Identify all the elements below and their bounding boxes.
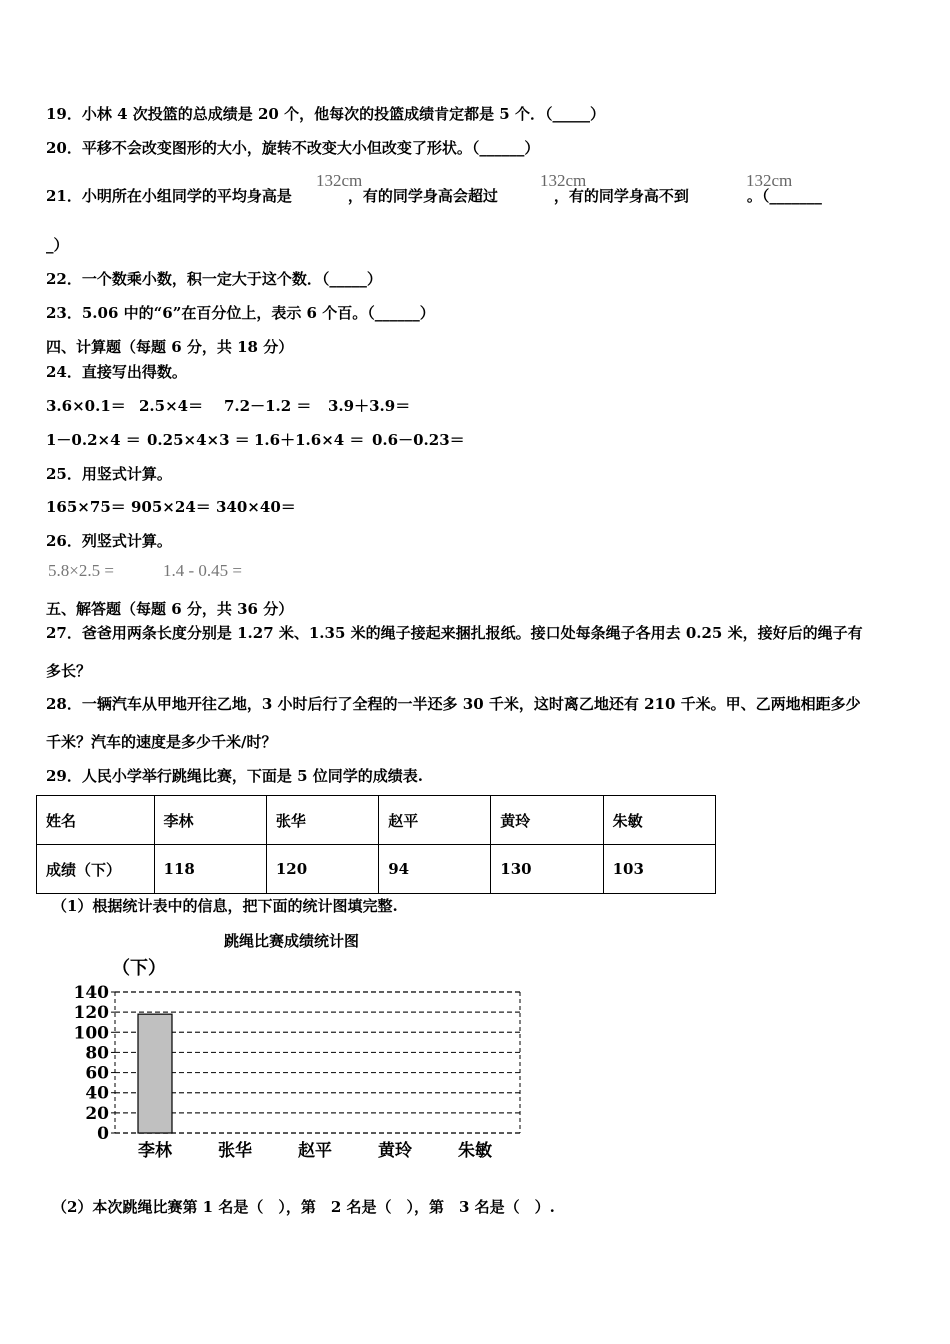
question-27-line2: 多长？ bbox=[46, 662, 92, 680]
calc-26-1: 5.8×2.5 = bbox=[48, 561, 114, 580]
y-tick-label: 80 bbox=[85, 1043, 109, 1064]
table-cell: 李林 bbox=[154, 796, 266, 845]
table-cell: 120 bbox=[266, 845, 378, 894]
y-tick-label: 40 bbox=[85, 1083, 109, 1104]
calc-24-7: 1.6＋1.6×4 ＝ bbox=[254, 431, 365, 449]
calc-25-3: 340×40＝ bbox=[216, 498, 296, 516]
x-tick-label: 朱敏 bbox=[458, 1141, 492, 1161]
question-29-intro: 29．人民小学举行跳绳比赛，下面是 5 位同学的成绩表. bbox=[46, 767, 423, 785]
table-header-row bbox=[37, 796, 716, 845]
table-cell: 成绩（下） bbox=[37, 845, 155, 894]
chart-y-label: （下） bbox=[112, 958, 166, 979]
question-19: 19．小林 4 次投篮的总成绩是 20 个，他每次的投篮成绩肯定都是 5 个．（_____） bbox=[46, 105, 605, 123]
score-table bbox=[36, 795, 716, 894]
table-cell: 94 bbox=[379, 845, 491, 894]
calc-24-6: 0.25×4×3 ＝ bbox=[147, 431, 250, 449]
table-cell: 赵平 bbox=[379, 796, 491, 845]
calc-25-2: 905×24＝ bbox=[131, 498, 211, 516]
y-tick-label: 20 bbox=[85, 1103, 109, 1124]
question-21-continuation: _） bbox=[46, 236, 69, 254]
table-cell: 130 bbox=[491, 845, 603, 894]
calc-24-5: 1－0.2×4 ＝ bbox=[46, 431, 141, 449]
y-tick-label: 120 bbox=[73, 1003, 109, 1024]
measure-3: 132cm bbox=[746, 171, 793, 190]
calc-24-1: 3.6×0.1＝ bbox=[46, 397, 126, 415]
measure-1: 132cm bbox=[316, 171, 363, 190]
table-cell: 118 bbox=[154, 845, 266, 894]
section-5-heading: 五、解答题（每题 6 分，共 36 分） bbox=[46, 600, 294, 618]
y-tick-label: 60 bbox=[85, 1063, 109, 1084]
q21-mid1: ，有的同学身高会超过 bbox=[347, 187, 498, 205]
measure-2: 132cm bbox=[540, 171, 587, 190]
question-28-line1: 28．一辆汽车从甲地开往乙地，3 小时后行了全程的一半还多 30 千米，这时离乙地还有 210 千米。甲、乙两地相距多少 bbox=[46, 695, 861, 713]
calc-26-2: 1.4 - 0.45 = bbox=[163, 561, 242, 580]
calc-24-4: 3.9＋3.9＝ bbox=[328, 397, 411, 415]
x-tick-label: 赵平 bbox=[298, 1141, 332, 1161]
question-23: 23．5.06 中的“6”在百分位上，表示 6 个百。（______） bbox=[46, 304, 435, 322]
question-29-part2: （2）本次跳绳比赛第 1 名是（ ），第 2 名是（ ），第 3 名是（ ）. bbox=[52, 1198, 555, 1216]
table-cell: 朱敏 bbox=[603, 796, 715, 845]
question-21 bbox=[46, 185, 822, 206]
x-tick-label: 李林 bbox=[138, 1141, 172, 1161]
question-24-title: 24．直接写出得数。 bbox=[46, 363, 187, 381]
table-row bbox=[37, 845, 716, 894]
table-cell: 103 bbox=[603, 845, 715, 894]
calc-24-2: 2.5×4＝ bbox=[139, 397, 204, 415]
q21-prefix: 21．小明所在小组同学的平均身高是 bbox=[46, 187, 292, 205]
question-28-line2: 千米？汽车的速度是多少千米/时？ bbox=[46, 733, 277, 751]
question-27-line1: 27．爸爸用两条长度分别是 1.27 米、1.35 米的绳子接起来捆扎报纸。接口处每条绳子各用去 0.25 米，接好后的绳子有 bbox=[46, 624, 863, 642]
y-tick-label: 140 bbox=[73, 983, 109, 1003]
bar bbox=[138, 1014, 172, 1133]
table-cell: 姓名 bbox=[37, 796, 155, 845]
question-25-title: 25．用竖式计算。 bbox=[46, 465, 172, 483]
table-cell: 黄玲 bbox=[491, 796, 603, 845]
y-tick-label: 0 bbox=[97, 1124, 109, 1144]
question-22: 22．一个数乘小数，积一定大于这个数．（_____） bbox=[46, 270, 382, 288]
q21-tail: 。（_______ bbox=[746, 187, 822, 205]
question-20: 20．平移不会改变图形的大小，旋转不改变大小但改变了形状。（______） bbox=[46, 139, 540, 157]
q21-mid2: ，有的同学身高不到 bbox=[553, 187, 689, 205]
question-29-part1: （1）根据统计表中的信息，把下面的统计图填完整. bbox=[52, 897, 398, 915]
y-tick-label: 100 bbox=[73, 1023, 109, 1044]
table-cell: 张华 bbox=[266, 796, 378, 845]
calc-24-8: 0.6－0.23＝ bbox=[372, 431, 465, 449]
chart-title: 跳绳比赛成绩统计图 bbox=[224, 932, 360, 950]
bar-chart bbox=[60, 950, 540, 1170]
section-4-heading: 四、计算题（每题 6 分，共 18 分） bbox=[46, 338, 294, 356]
calc-24-3: 7.2－1.2 ＝ bbox=[224, 397, 312, 415]
x-tick-label: 黄玲 bbox=[378, 1141, 412, 1161]
question-26-title: 26．列竖式计算。 bbox=[46, 532, 172, 550]
calc-25-1: 165×75＝ bbox=[46, 498, 126, 516]
x-tick-label: 张华 bbox=[218, 1141, 252, 1161]
